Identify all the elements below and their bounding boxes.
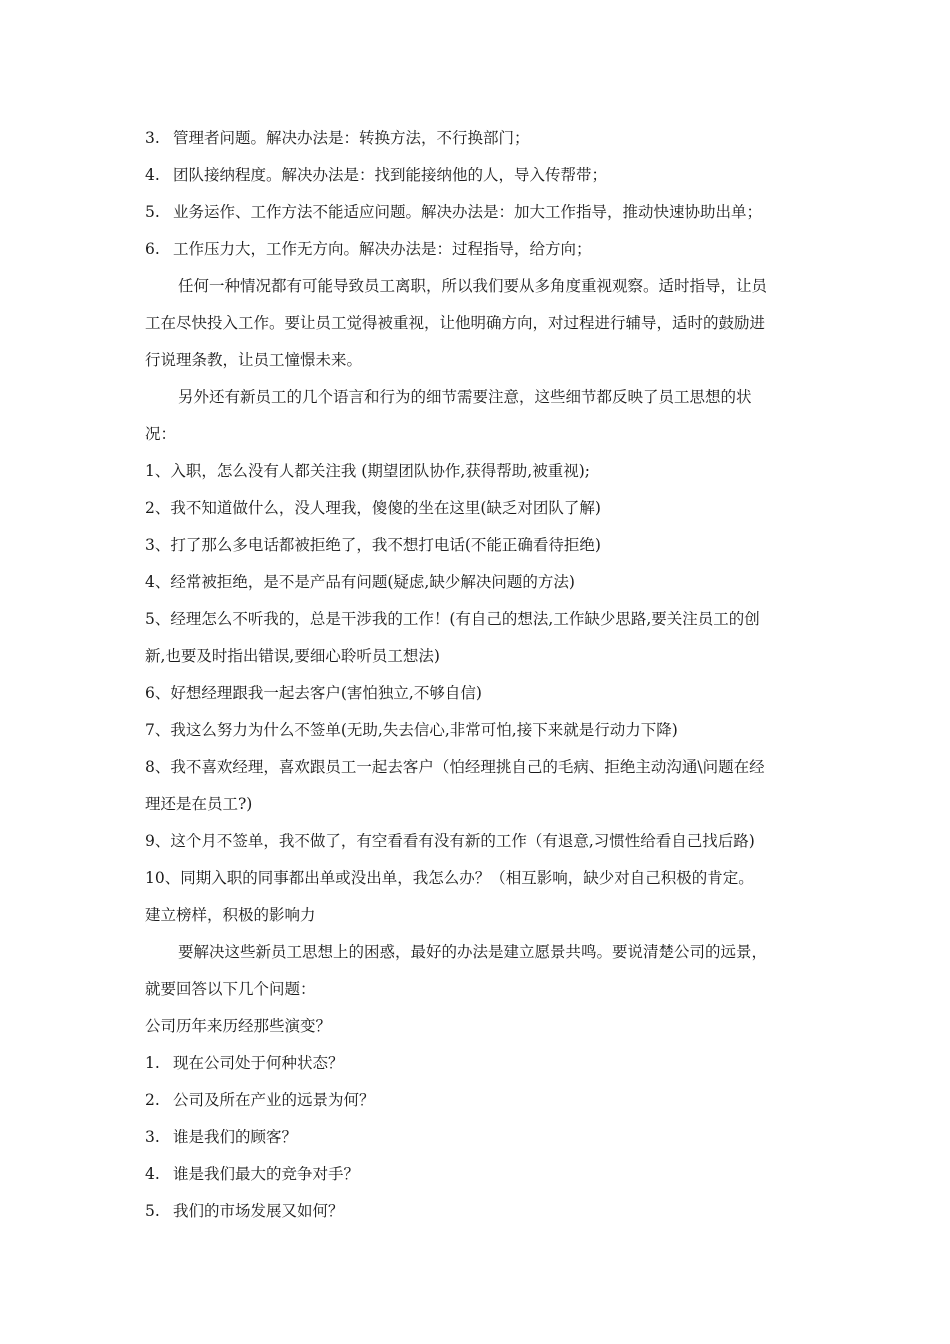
- detail-list: [145, 453, 810, 934]
- list-number: 6.: [145, 240, 160, 258]
- detail-item-continued: 新,也要及时指出错误,要细心聆听员工想法): [145, 647, 440, 665]
- list-number: 5.: [145, 1202, 160, 1220]
- detail-item: 3、打了那么多电话都被拒绝了，我不想打电话(不能正确看待拒绝): [145, 536, 601, 554]
- list-item: [145, 1045, 810, 1082]
- paragraph-line: 行说理条教，让员工憧憬未来。: [145, 351, 363, 369]
- paragraph-line: 况：: [145, 425, 177, 443]
- detail-item: 2、我不知道做什么，没人理我，傻傻的坐在这里(缺乏对团队了解): [145, 499, 601, 517]
- list-number: 4.: [145, 1165, 160, 1183]
- paragraph-line: 另外还有新员工的几个语言和行为的细节需要注意，这些细节都反映了员工思想的状: [178, 388, 752, 406]
- list-item: [145, 1082, 810, 1119]
- detail-item-continued: 建立榜样，积极的影响力: [145, 906, 316, 924]
- detail-item-continued: 理还是在员工?): [145, 795, 253, 813]
- list-text: 谁是我们的顾客？: [173, 1128, 298, 1146]
- list-text: 现在公司处于何种状态？: [173, 1054, 344, 1072]
- detail-item: 4、经常被拒绝，是不是产品有问题(疑虑,缺少解决问题的方法): [145, 573, 575, 591]
- solution-list: [145, 120, 810, 268]
- list-text: 公司及所在产业的远景为何？: [173, 1091, 375, 1109]
- list-text: 业务运作、工作方法不能适应问题。解决办法是：加大工作指导，推动快速协助出单；: [173, 203, 763, 221]
- list-text: 我们的市场发展又如何？: [173, 1202, 344, 1220]
- question-list: [145, 1045, 810, 1230]
- detail-item: 1、入职，怎么没有人都关注我 (期望团队协作,获得帮助,被重视);: [145, 462, 590, 480]
- list-text: 谁是我们最大的竞争对手？: [173, 1165, 360, 1183]
- list-item: [145, 194, 810, 231]
- list-text: 管理者问题。解决办法是：转换方法，不行换部门；: [173, 129, 530, 147]
- list-item: [145, 1156, 810, 1193]
- question-intro: 公司历年来历经那些演变？: [145, 1017, 332, 1035]
- detail-item: 6、好想经理跟我一起去客户(害怕独立,不够自信): [145, 684, 482, 702]
- document-body: [145, 120, 810, 1230]
- paragraph-observation: [145, 268, 810, 379]
- paragraph-vision: [145, 934, 810, 1008]
- list-item: [145, 231, 810, 268]
- list-item: [145, 1193, 810, 1230]
- paragraph-details-intro: [145, 379, 810, 453]
- list-item: [145, 120, 810, 157]
- paragraph-line: 任何一种情况都有可能导致员工离职，所以我们要从多角度重视观察。适时指导，让员: [178, 277, 768, 295]
- list-text: 团队接纳程度。解决办法是：找到能接纳他的人，导入传帮带；: [173, 166, 608, 184]
- paragraph-line: 要解决这些新员工思想上的困惑，最好的办法是建立愿景共鸣。要说清楚公司的远景，: [178, 943, 768, 961]
- detail-item: 8、我不喜欢经理，喜欢跟员工一起去客户（怕经理挑自己的毛病、拒绝主动沟通\问题在经: [145, 758, 765, 776]
- list-item: [145, 157, 810, 194]
- list-number: 3.: [145, 129, 160, 147]
- list-number: 4.: [145, 166, 160, 184]
- detail-item: 10、同期入职的同事都出单或没出单，我怎么办？（相互影响，缺少对自己积极的肯定。: [145, 869, 754, 887]
- list-number: 2.: [145, 1091, 160, 1109]
- detail-item: 5、经理怎么不听我的，总是干涉我的工作！(有自己的想法,工作缺少思路,要关注员工的创: [145, 610, 760, 628]
- list-number: 3.: [145, 1128, 160, 1146]
- paragraph-line: 就要回答以下几个问题：: [145, 980, 316, 998]
- list-text: 工作压力大，工作无方向。解决办法是：过程指导，给方向；: [173, 240, 592, 258]
- detail-item: 7、我这么努力为什么不签单(无助,失去信心,非常可怕,接下来就是行动力下降): [145, 721, 678, 739]
- detail-item: 9、这个月不签单，我不做了，有空看看有没有新的工作（有退意,习惯性给看自己找后路): [145, 832, 755, 850]
- paragraph-line: 工在尽快投入工作。要让员工觉得被重视，让他明确方向，对过程进行辅导，适时的鼓励进: [145, 314, 766, 332]
- list-item: [145, 1119, 810, 1156]
- list-number: 5.: [145, 203, 160, 221]
- list-number: 1.: [145, 1054, 160, 1072]
